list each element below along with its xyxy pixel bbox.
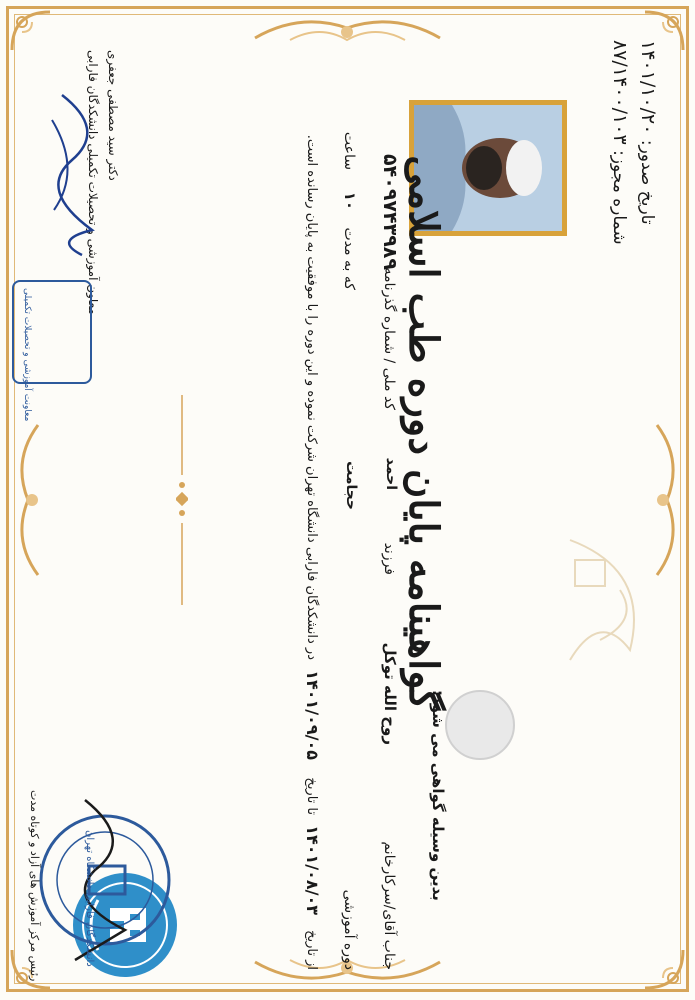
- signature-left-icon: [42, 90, 112, 260]
- license-number: شماره مجوز: ۸۷/۱۴۰۰/۱۰۳: [609, 40, 631, 245]
- farabi-watermark-icon: [550, 530, 660, 670]
- signature-right-icon: [55, 790, 145, 970]
- certificate-title: گواهینامه پایان دوره طب اسلامی: [400, 155, 447, 710]
- signer-left-name: دکتر سید مصطفی جعفری: [106, 50, 120, 181]
- signature-block-left: [10, 50, 120, 422]
- issue-date: تاریخ صدور: ۱۴۰۱/۱۰/۲۰: [637, 40, 659, 225]
- date-range-line: از تاریخ ۱۴۰۱/۰۸/۰۳ تا تاریخ ۱۴۰۱/۰۹/۰۵ در دانشکدگان فارابی دانشگاه تهران شرکت نموده و این دوره را با موفقیت به پایان رسانده است.: [303, 134, 322, 970]
- course-line: دوره آموزشی حجامت که به مدت ۱۰ ساعت: [341, 131, 359, 970]
- intro-text: بدین وسیله گواهی می شود:: [429, 690, 447, 901]
- recipient-line: جناب آقای/سرکارخانم روح الله توکل فرزند احمد کد ملی / شماره گذرنامه ۵۴۰۹۷۴۳۹۸۹: [379, 154, 401, 970]
- signature-block-right: رئیس مرکز آموزش های آزاد و کوتاه مدت دانشکدگان فارابی دانشگاه تهران: [25, 790, 175, 990]
- embossed-seal: [445, 690, 515, 760]
- stamp-left: معاونت آموزشی و تحصیلات تکمیلی: [12, 280, 92, 384]
- signer-left-title: معاون آموزشی و تحصیلات تکمیلی دانشکدگان فارابی: [86, 50, 100, 315]
